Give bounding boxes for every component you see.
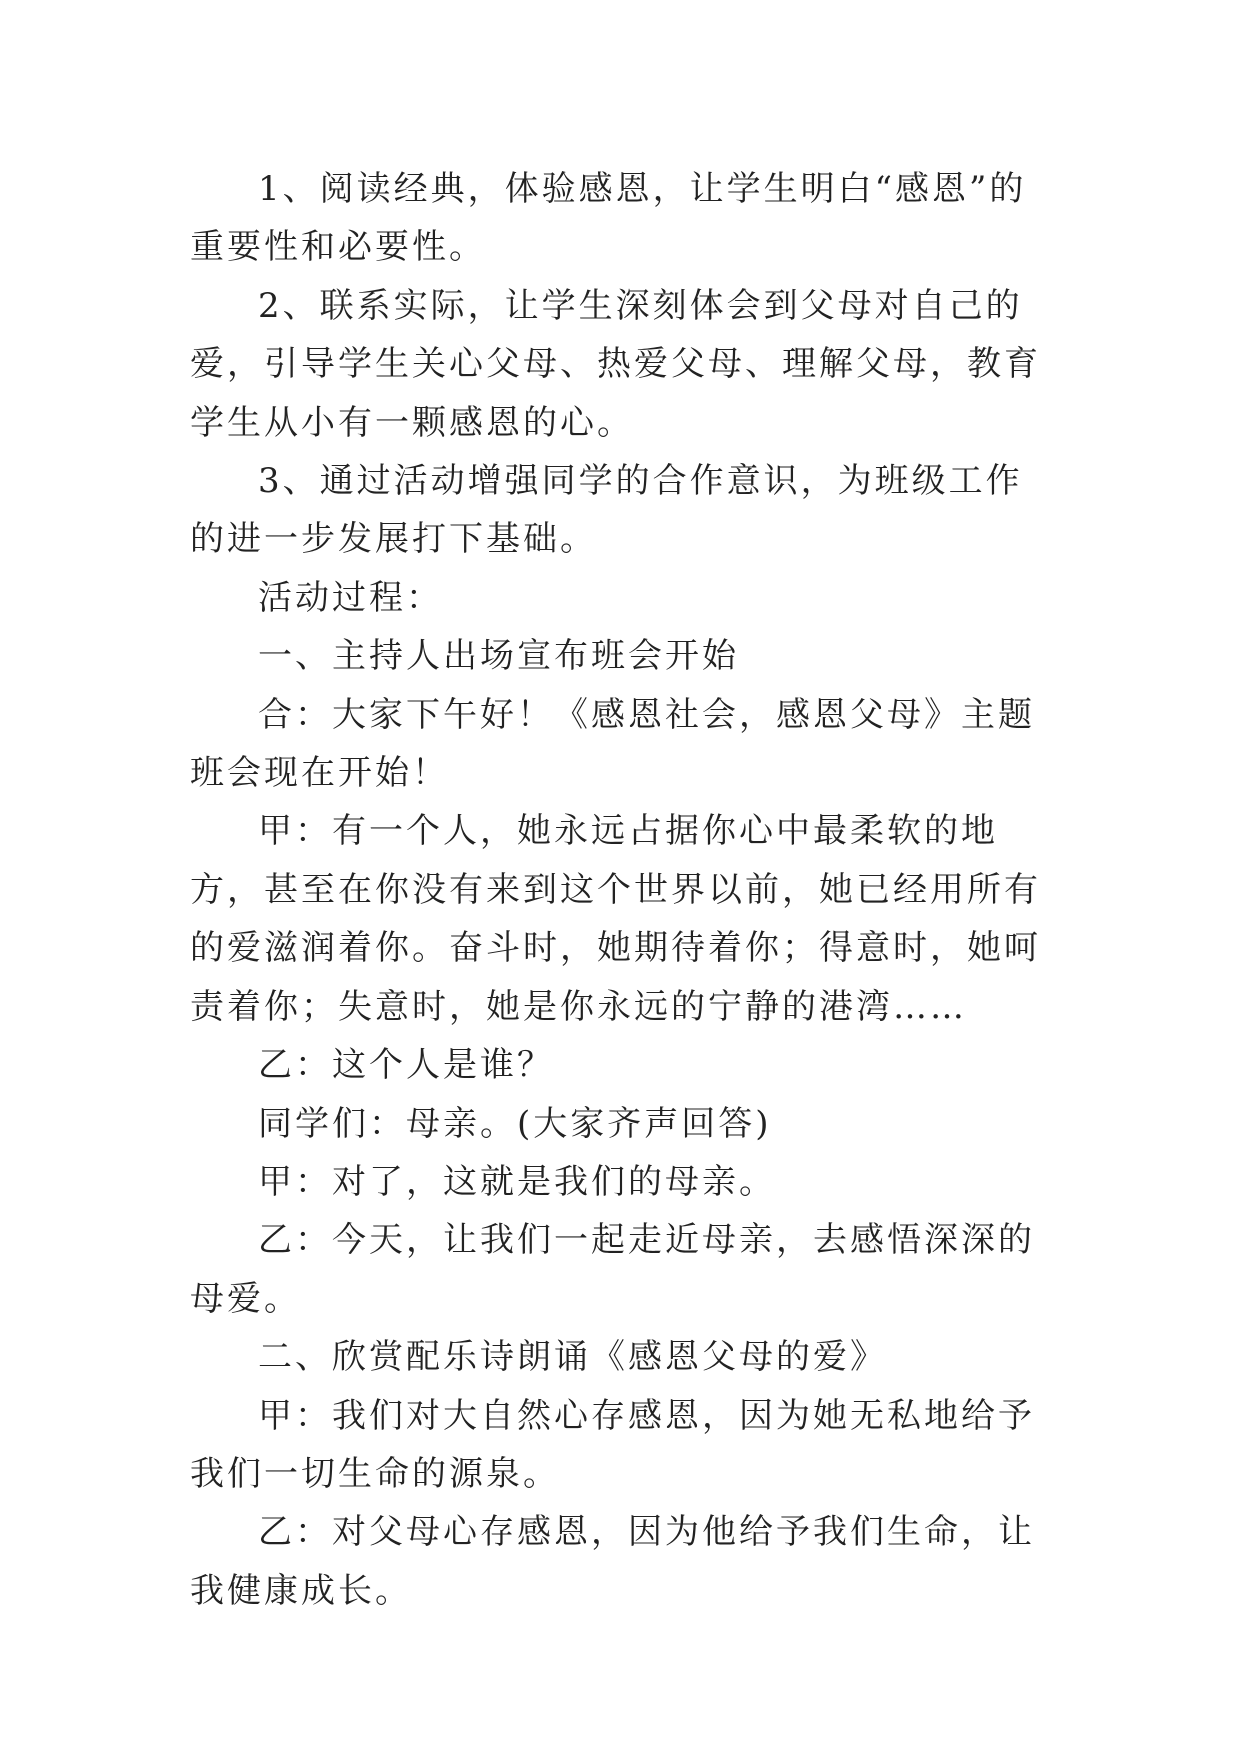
section-heading-part-1: 一、主持人出场宣布班会开始 [258,636,739,677]
paragraph-goal-3: 3、通过活动增强同学的合作意识，为班级工作的进一步发展打下基础。 [190,461,1023,560]
dialogue-line: 甲：有一个人，她永远占据你心中最柔软的地方，甚至在你没有来到这个世界以前，她已经用所有的爱滋润着你。奋斗时，她期待着你；得意时，她呵责着你；失意时，她是你永远的宁静的港湾…… [190,811,1041,1027]
paragraph-goal-2: 2、联系实际，让学生深刻体会到父母对自己的爱，引导学生关心父母、热爱父母、理解父母，教育学生从小有一颗感恩的心。 [190,285,1041,443]
dialogue-line: 乙：今天，让我们一起走近母亲，去感悟深深的母爱。 [190,1220,1035,1319]
document-body [190,160,1050,1620]
paragraph-goal-1: 1、阅读经典，体验感恩，让学生明白“感恩”的重要性和必要性。 [190,169,1027,268]
section-heading-process: 活动过程： [258,577,443,618]
dialogue-line: 乙：对父母心存感恩，因为他给予我们生命，让我健康成长。 [190,1512,1035,1611]
section-heading-part-2: 二、欣赏配乐诗朗诵《感恩父母的爱》 [258,1337,887,1378]
dialogue-line: 乙：这个人是谁？ [258,1045,554,1086]
dialogue-line: 同学们：母亲。(大家齐声回答) [258,1103,772,1144]
dialogue-line: 甲：对了，这就是我们的母亲。 [258,1161,776,1202]
dialogue-line: 合：大家下午好！《感恩社会，感恩父母》主题班会现在开始！ [190,694,1035,794]
dialogue-line: 甲：我们对大自然心存感恩，因为她无私地给予我们一切生命的源泉。 [190,1395,1035,1494]
